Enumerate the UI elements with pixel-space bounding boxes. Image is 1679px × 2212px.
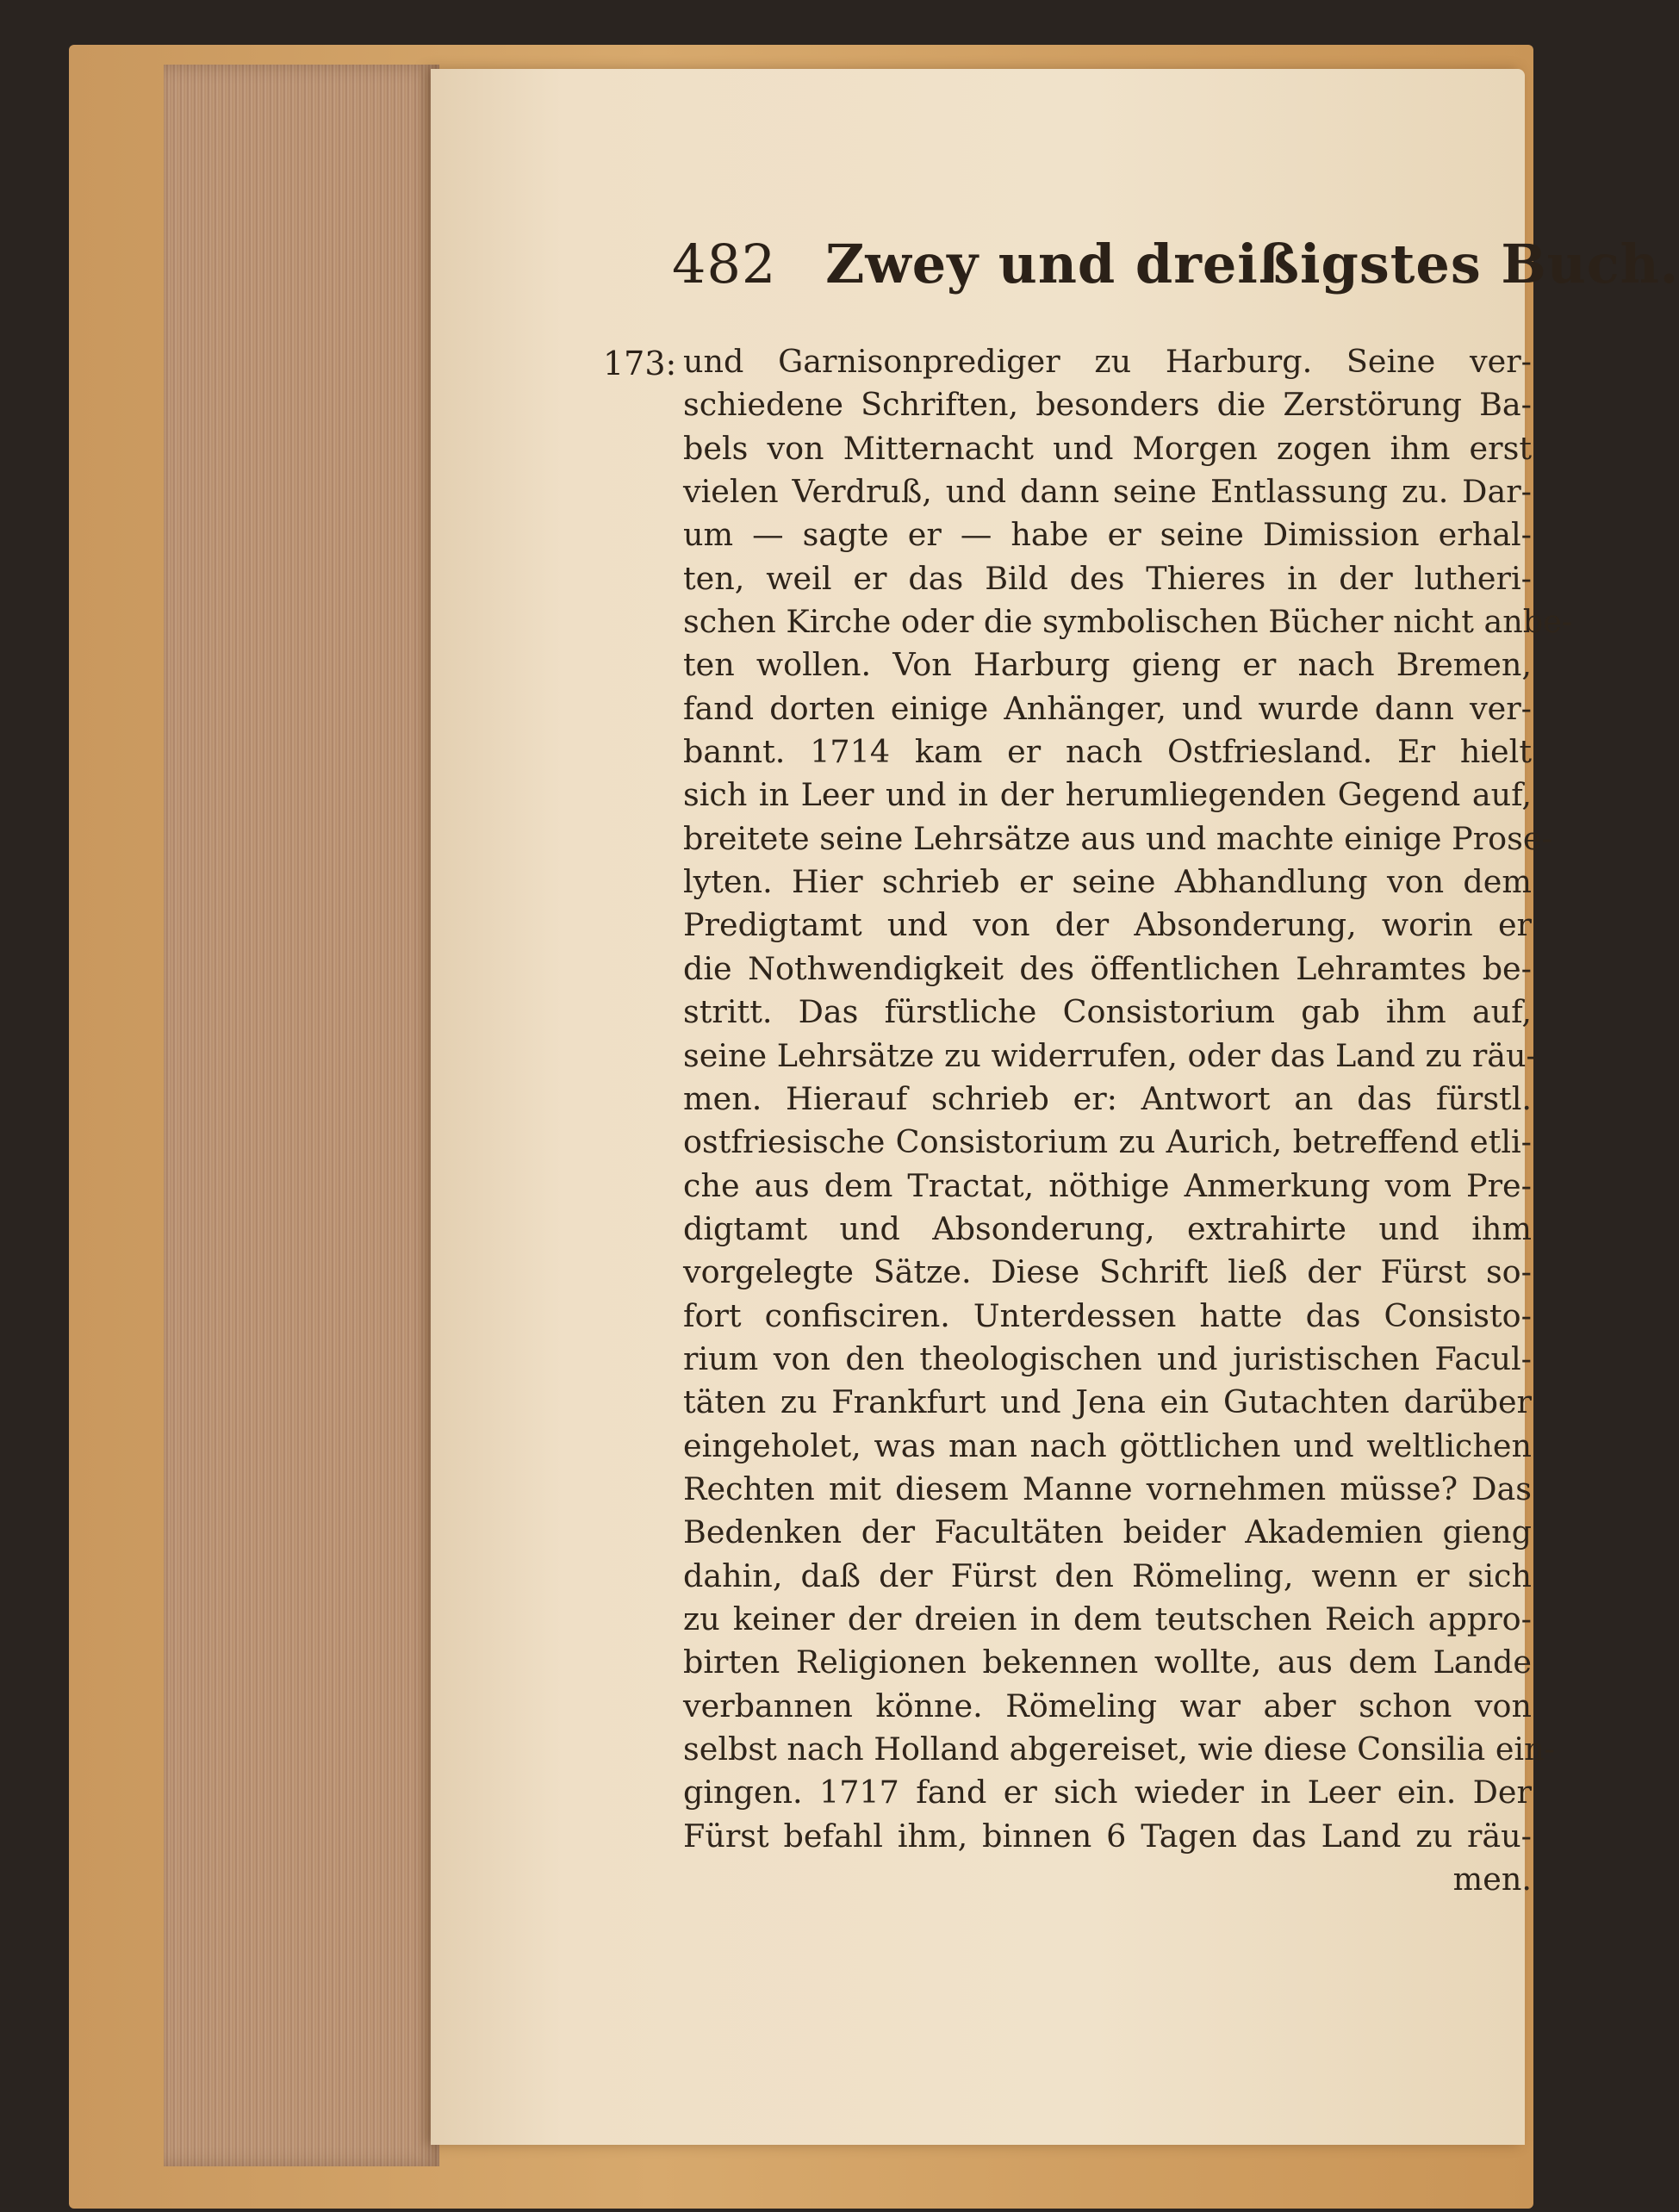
text-line: bels von Mitternacht und Morgen zogen ihm erst [683,429,1532,467]
running-header [672,233,1679,295]
text-line: breitete seine Lehrsätze aus und machte einige Prose- [683,819,1552,857]
text-line: sich in Leer und in der herumliegenden Gegend auf, [683,776,1532,814]
text-line: seine Lehrsätze zu widerrufen, oder das Land zu räu- [683,1036,1537,1074]
text-line: birten Religionen bekennen wollte, aus dem Lande [683,1643,1532,1681]
text-line: um — sagte er — habe er seine Dimission erhal- [683,516,1532,554]
text-line: fand dorten einige Anhänger, und wurde dann ver- [683,689,1532,727]
text-line: täten zu Frankfurt und Jena ein Gutachten darüber [683,1383,1532,1421]
text-line: Fürst befahl ihm, binnen 6 Tagen das Land zu räu- [683,1817,1532,1855]
text-line: eingeholet, was man nach göttlichen und weltlichen [683,1426,1532,1464]
body-text [683,340,1573,2080]
text-line: men. Hierauf schrieb er: Antwort an das fürstl. [683,1079,1532,1117]
page-edges [164,65,439,2166]
text-line: Bedenken der Facultäten beider Akademien gieng [683,1513,1532,1551]
text-line: bannt. 1714 kam er nach Ostfriesland. Er hielt [683,733,1532,771]
text-line: men. [1452,1861,1532,1898]
text-line: vorgelegte Sätze. Diese Schrift ließ der Fürst so- [683,1253,1532,1291]
text-line: che aus dem Tractat, nöthige Anmerkung vom Pre- [683,1166,1532,1204]
text-line: dahin, daß der Fürst den Römeling, wenn er sich [683,1556,1532,1594]
text-line: lyten. Hier schrieb er seine Abhandlung von dem [683,863,1532,901]
text-line: ostfriesische Consistorium zu Aurich, betreffend etli- [683,1123,1532,1161]
text-line: schiedene Schriften, besonders die Zerstörung Ba- [683,386,1532,424]
text-line: zu keiner der dreien in dem teutschen Reich appro- [683,1600,1532,1637]
text-line: fort confisciren. Unterdessen hatte das Consisto- [683,1296,1532,1334]
chapter-title: Zwey und dreißigstes Buch. [825,233,1679,295]
text-line: stritt. Das fürstliche Consistorium gab ihm auf, [683,993,1532,1031]
text-line: schen Kirche oder die symbolischen Bücher nicht anbe- [683,603,1573,641]
text-line: Predigtamt und von der Absonderung, worin er [683,906,1532,944]
text-line: rium von den theologischen und juristischen Facul- [683,1339,1532,1377]
text-line: Rechten mit diesem Manne vornehmen müsse? Das [683,1469,1532,1507]
text-line: digtamt und Absonderung, extrahirte und ihm [683,1209,1532,1247]
text-line: verbannen könne. Römeling war aber schon von [683,1687,1532,1724]
text-line: die Nothwendigkeit des öffentlichen Lehramtes be- [683,949,1532,987]
text-line: vielen Verdruß, und dann seine Entlassung zu. Dar- [683,473,1532,511]
margin-year-note: 173: [603,345,677,382]
text-line: und Garnisonprediger zu Harburg. Seine ver- [683,343,1532,380]
text-line: ten, weil er das Bild des Thieres in der lutheri- [683,559,1532,597]
text-line: selbst nach Holland abgereiset, wie diese Consilia ein- [683,1730,1555,1768]
text-line: ten wollen. Von Harburg gieng er nach Bremen, [683,646,1532,684]
page-number: 482 [672,233,777,295]
text-line: gingen. 1717 fand er sich wieder in Leer ein. Der [683,1774,1532,1811]
